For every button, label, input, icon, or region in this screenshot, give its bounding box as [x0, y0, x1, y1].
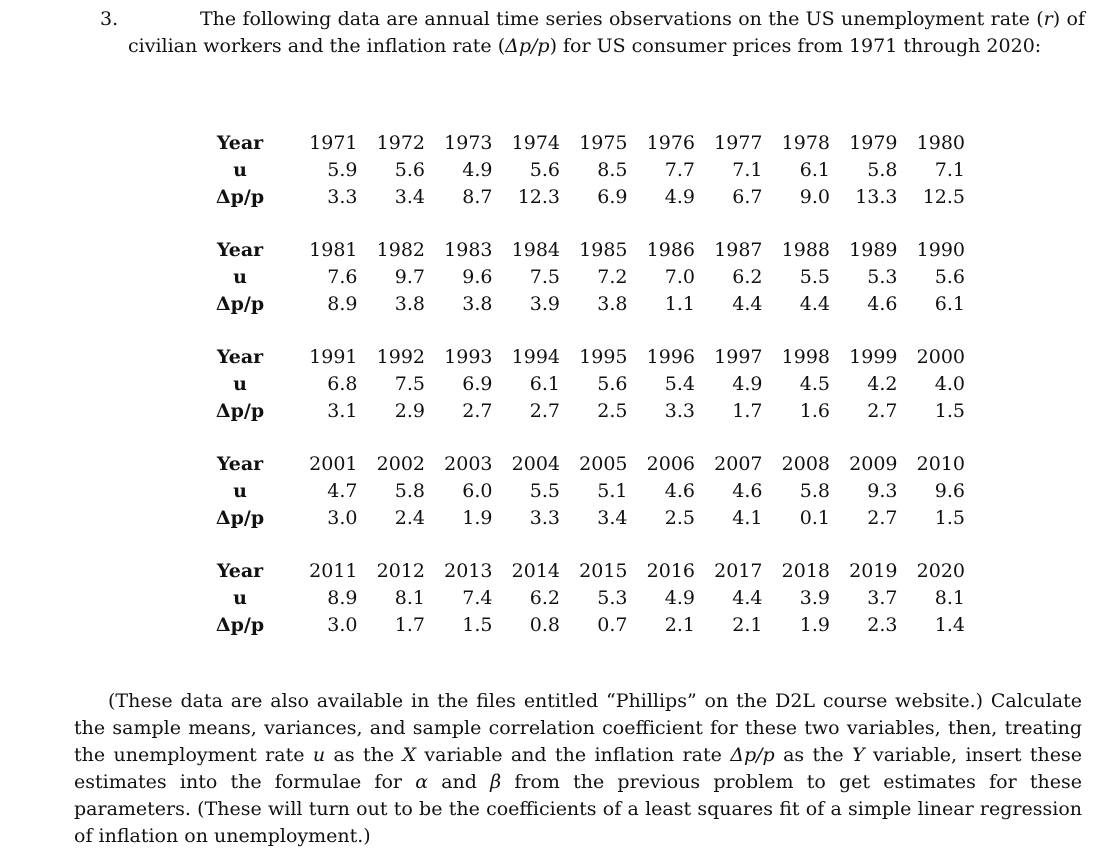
- table-cell: 3.7: [867, 587, 898, 609]
- table-cell: 5.8: [799, 480, 830, 502]
- symbol-r: r: [1043, 8, 1053, 30]
- table-cell: 7.7: [664, 159, 695, 181]
- symbol-alpha: α: [415, 771, 429, 793]
- table-row: [190, 612, 965, 639]
- table-cell: 2.3: [867, 614, 898, 636]
- closing-paragraph: [74, 688, 1082, 850]
- table-cell: 4.6: [664, 480, 695, 502]
- table-cell: 6.9: [462, 373, 493, 395]
- table-cell: 2.9: [394, 400, 425, 422]
- table-cell: 4.1: [732, 507, 763, 529]
- closing-text-5: variable, insert these estimates into the formulae for: [74, 744, 1082, 793]
- table-cell: 2.5: [664, 507, 695, 529]
- symbol-y: Y: [852, 744, 865, 766]
- table-cell: 6.2: [732, 266, 763, 288]
- table-cell: 1.7: [394, 614, 425, 636]
- table-cell: 2018: [781, 560, 830, 582]
- table-cell: 2010: [916, 453, 965, 475]
- table-cell: 1992: [376, 346, 425, 368]
- table-cell: 2.7: [867, 400, 898, 422]
- table-cell: 1998: [781, 346, 830, 368]
- table-cell: 1982: [376, 239, 425, 261]
- table-cell: 1989: [849, 239, 898, 261]
- table-cell: 7.5: [529, 266, 560, 288]
- table-cell: 2.7: [867, 507, 898, 529]
- table-row: [190, 558, 965, 585]
- table-cell: 0.1: [799, 507, 830, 529]
- table-cell: 1997: [714, 346, 763, 368]
- table-cell: 2003: [444, 453, 493, 475]
- table-cell: 3.3: [327, 186, 358, 208]
- row-label: Δp/p: [215, 293, 265, 315]
- table-cell: 4.6: [867, 293, 898, 315]
- table-cell: 2020: [916, 560, 965, 582]
- table-cell: 1993: [444, 346, 493, 368]
- table-cell: 5.6: [529, 159, 560, 181]
- table-cell: 4.4: [732, 293, 763, 315]
- intro-paragraph: [100, 6, 1085, 60]
- table-cell: 5.8: [394, 480, 425, 502]
- table-cell: 6.1: [934, 293, 965, 315]
- table-cell: 4.2: [867, 373, 898, 395]
- closing-text-2: as the: [325, 744, 403, 766]
- row-label: Δp/p: [215, 186, 265, 208]
- row-label: u: [233, 159, 247, 181]
- table-cell: 1980: [916, 132, 965, 154]
- table-cell: 1999: [849, 346, 898, 368]
- table-cell: 9.6: [462, 266, 493, 288]
- table-cell: 6.0: [462, 480, 493, 502]
- table-cell: 5.3: [597, 587, 628, 609]
- table-cell: 8.5: [597, 159, 628, 181]
- table-cell: 2017: [714, 560, 763, 582]
- table-cell: 1990: [916, 239, 965, 261]
- symbol-beta: β: [490, 771, 502, 793]
- table-cell: 8.9: [327, 293, 358, 315]
- row-label: u: [233, 373, 247, 395]
- symbol-x: X: [402, 744, 417, 766]
- closing-text-6: and: [428, 771, 491, 793]
- table-cell: 3.8: [462, 293, 493, 315]
- table-cell: 7.4: [462, 587, 493, 609]
- table-cell: 1972: [376, 132, 425, 154]
- row-label: u: [233, 587, 247, 609]
- table-cell: 2.5: [597, 400, 628, 422]
- table-cell: 2006: [646, 453, 695, 475]
- table-cell: 1984: [511, 239, 560, 261]
- table-cell: 1971: [309, 132, 358, 154]
- table-cell: 1975: [579, 132, 628, 154]
- table-cell: 1994: [511, 346, 560, 368]
- table-cell: 5.4: [664, 373, 695, 395]
- table-cell: 4.9: [664, 587, 695, 609]
- table-cell: 1988: [781, 239, 830, 261]
- table-cell: 2008: [781, 453, 830, 475]
- table-row: [190, 157, 965, 184]
- table-cell: 7.5: [394, 373, 425, 395]
- table-cell: 4.5: [799, 373, 830, 395]
- table-row: [190, 344, 965, 371]
- table-cell: 5.8: [867, 159, 898, 181]
- table-cell: 3.4: [597, 507, 628, 529]
- table-cell: 4.9: [462, 159, 493, 181]
- row-label: Year: [216, 132, 264, 154]
- symbol-u: u: [312, 744, 326, 766]
- table-cell: 5.5: [529, 480, 560, 502]
- table-cell: 0.7: [597, 614, 628, 636]
- table-cell: 1973: [444, 132, 493, 154]
- table-cell: 1.9: [799, 614, 830, 636]
- table-cell: 4.4: [799, 293, 830, 315]
- table-cell: 5.6: [394, 159, 425, 181]
- table-row: [190, 264, 965, 291]
- table-cell: 1.7: [732, 400, 763, 422]
- table-cell: 8.9: [327, 587, 358, 609]
- table-cell: 6.2: [529, 587, 560, 609]
- table-cell: 2014: [511, 560, 560, 582]
- table-cell: 7.2: [597, 266, 628, 288]
- table-cell: 7.0: [664, 266, 695, 288]
- table-cell: 2004: [511, 453, 560, 475]
- row-label: Δp/p: [215, 400, 265, 422]
- table-cell: 7.1: [732, 159, 763, 181]
- table-cell: 12.5: [922, 186, 965, 208]
- data-block-1: [190, 130, 965, 211]
- table-cell: 3.9: [529, 293, 560, 315]
- closing-text-1: (These data are also available in the files entitled “Phillips” on the D2L course website.) Calculate the sample means, variances, and sample correlation coefficient for these two variables, then, treating the unemployment rate: [74, 690, 1082, 766]
- data-block-5: [190, 558, 965, 639]
- table-cell: 13.3: [855, 186, 898, 208]
- table-cell: 12.3: [517, 186, 560, 208]
- table-cell: 2005: [579, 453, 628, 475]
- problem-statement: [100, 6, 1085, 60]
- table-cell: 1978: [781, 132, 830, 154]
- table-cell: 2015: [579, 560, 628, 582]
- table-cell: 1995: [579, 346, 628, 368]
- table-cell: 4.6: [732, 480, 763, 502]
- table-cell: 5.3: [867, 266, 898, 288]
- symbol-inflation-2: Δp/p: [730, 744, 775, 766]
- table-cell: 2.1: [732, 614, 763, 636]
- table-cell: 5.6: [597, 373, 628, 395]
- table-cell: 9.0: [799, 186, 830, 208]
- table-cell: 2012: [376, 560, 425, 582]
- table-cell: 1.5: [934, 400, 965, 422]
- intro-text-1: The following data are annual time series observations on the US unemployment rate (: [200, 8, 1044, 30]
- table-cell: 9.3: [867, 480, 898, 502]
- table-cell: 4.7: [327, 480, 358, 502]
- table-cell: 3.9: [799, 587, 830, 609]
- data-block-3: [190, 344, 965, 425]
- table-row: [190, 291, 965, 318]
- table-row: [190, 130, 965, 157]
- table-cell: 1985: [579, 239, 628, 261]
- table-row: [190, 184, 965, 211]
- table-cell: 3.1: [327, 400, 358, 422]
- intro-text-2: ) of civilian workers and the inflation rate (: [128, 8, 1085, 57]
- table-row: [190, 398, 965, 425]
- table-cell: 6.1: [799, 159, 830, 181]
- table-cell: 2.7: [529, 400, 560, 422]
- table-cell: 5.1: [597, 480, 628, 502]
- table-cell: 4.0: [934, 373, 965, 395]
- table-cell: 0.8: [529, 614, 560, 636]
- table-cell: 2000: [916, 346, 965, 368]
- table-cell: 5.9: [327, 159, 358, 181]
- table-cell: 2011: [309, 560, 358, 582]
- table-cell: 2007: [714, 453, 763, 475]
- row-label: u: [233, 480, 247, 502]
- table-cell: 3.4: [394, 186, 425, 208]
- table-cell: 9.6: [934, 480, 965, 502]
- table-row: [190, 237, 965, 264]
- table-cell: 6.9: [597, 186, 628, 208]
- row-label: Year: [216, 239, 264, 261]
- table-row: [190, 505, 965, 532]
- data-table: [190, 130, 990, 665]
- table-cell: 8.1: [394, 587, 425, 609]
- table-cell: 1996: [646, 346, 695, 368]
- table-cell: 6.8: [327, 373, 358, 395]
- table-cell: 3.8: [597, 293, 628, 315]
- table-cell: 5.5: [799, 266, 830, 288]
- symbol-inflation: Δp/p: [505, 35, 550, 57]
- table-cell: 1.6: [799, 400, 830, 422]
- table-cell: 6.1: [529, 373, 560, 395]
- table-cell: 2.7: [462, 400, 493, 422]
- table-cell: 2.4: [394, 507, 425, 529]
- problem-number: 3.: [100, 8, 119, 30]
- table-cell: 1.1: [664, 293, 695, 315]
- table-cell: 4.9: [732, 373, 763, 395]
- table-cell: 7.6: [327, 266, 358, 288]
- closing-text-3: variable and the inflation rate: [416, 744, 731, 766]
- table-cell: 1.5: [934, 507, 965, 529]
- table-cell: 4.9: [664, 186, 695, 208]
- table-cell: 3.0: [327, 507, 358, 529]
- table-cell: 1983: [444, 239, 493, 261]
- table-cell: 4.4: [732, 587, 763, 609]
- table-cell: 2002: [376, 453, 425, 475]
- closing-text-7: from the previous problem to get estimates for these parameters. (These will turn out to be the coefficients of a least squares fit of a simple linear regression of inflation on unemployment.): [74, 771, 1082, 847]
- row-label: Δp/p: [215, 614, 265, 636]
- table-cell: 7.1: [934, 159, 965, 181]
- table-cell: 8.1: [934, 587, 965, 609]
- row-label: Year: [216, 453, 264, 475]
- table-cell: 1974: [511, 132, 560, 154]
- row-label: Year: [216, 560, 264, 582]
- table-cell: 2001: [309, 453, 358, 475]
- table-cell: 2019: [849, 560, 898, 582]
- table-cell: 3.0: [327, 614, 358, 636]
- table-cell: 1986: [646, 239, 695, 261]
- table-cell: 1.9: [462, 507, 493, 529]
- closing-text: [74, 688, 1082, 850]
- table-cell: 2016: [646, 560, 695, 582]
- closing-text-4: as the: [774, 744, 853, 766]
- table-row: [190, 585, 965, 612]
- table-cell: 2009: [849, 453, 898, 475]
- table-cell: 1991: [309, 346, 358, 368]
- row-label: u: [233, 266, 247, 288]
- table-cell: 1.5: [462, 614, 493, 636]
- data-block-4: [190, 451, 965, 532]
- table-cell: 1981: [309, 239, 358, 261]
- table-cell: 3.3: [529, 507, 560, 529]
- table-cell: 9.7: [394, 266, 425, 288]
- table-row: [190, 451, 965, 478]
- table-cell: 1976: [646, 132, 695, 154]
- table-cell: 1977: [714, 132, 763, 154]
- row-label: Year: [216, 346, 264, 368]
- table-cell: 2013: [444, 560, 493, 582]
- table-cell: 1979: [849, 132, 898, 154]
- table-cell: 2.1: [664, 614, 695, 636]
- table-cell: 3.3: [664, 400, 695, 422]
- table-row: [190, 478, 965, 505]
- table-cell: 8.7: [462, 186, 493, 208]
- table-cell: 1.4: [934, 614, 965, 636]
- table-cell: 5.6: [934, 266, 965, 288]
- data-block-2: [190, 237, 965, 318]
- table-row: [190, 371, 965, 398]
- table-cell: 6.7: [732, 186, 763, 208]
- table-cell: 3.8: [394, 293, 425, 315]
- table-cell: 1987: [714, 239, 763, 261]
- intro-text-3: ) for US consumer prices from 1971 through 2020:: [549, 35, 1042, 57]
- row-label: Δp/p: [215, 507, 265, 529]
